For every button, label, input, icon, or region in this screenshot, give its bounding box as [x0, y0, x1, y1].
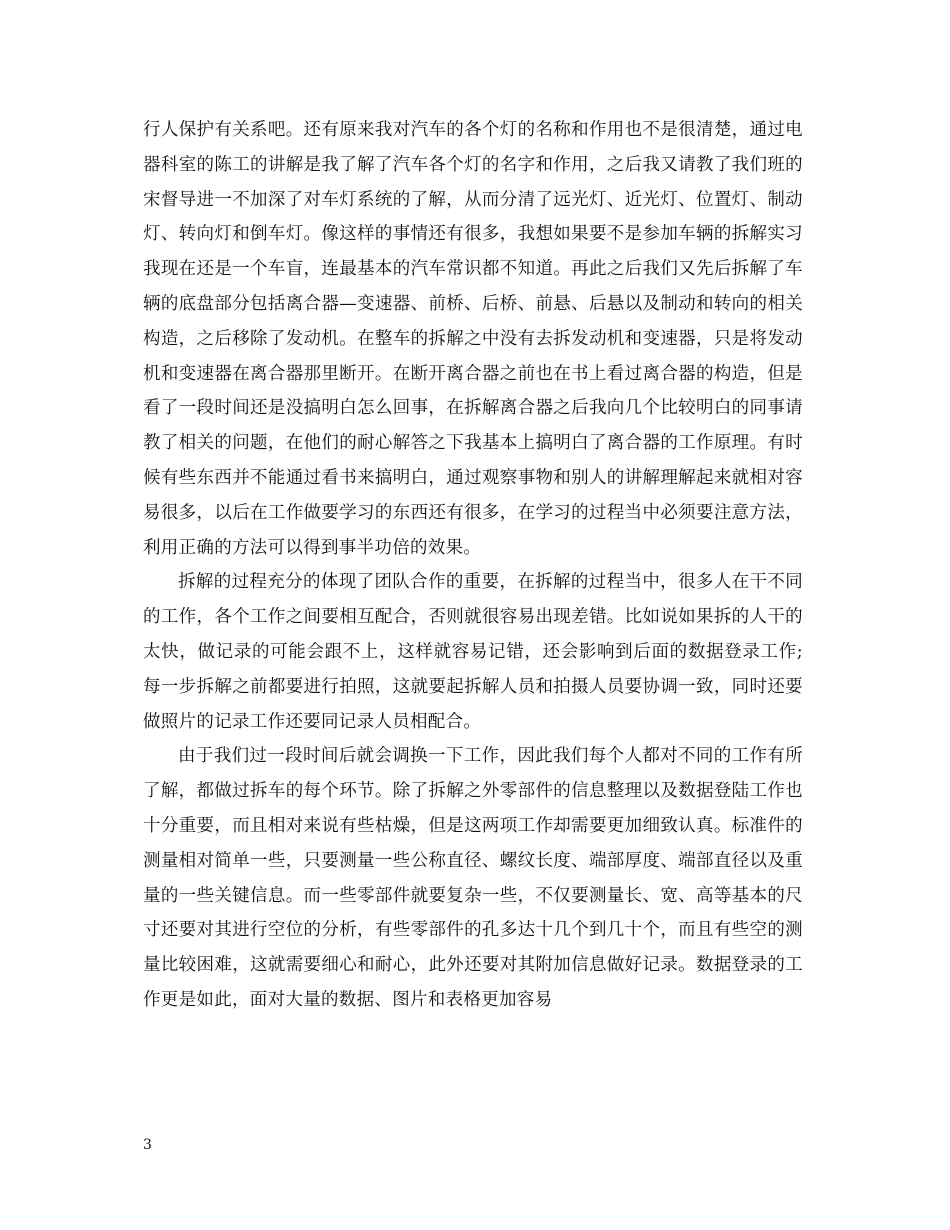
page-number: 3 — [143, 1137, 152, 1153]
paragraph-2: 拆解的过程充分的体现了团队合作的重要，在拆解的过程当中，很多人在干不同的工作，各个工作之间要相互配合，否则就很容易出现差错。比如说如果拆的人干的太快，做记录的可能会跟不上，这样就容易记错，还会影响到后面的数据登录工作;每一步拆解之前都要进行拍照，这就要起拆解人员和拍摄人员要协调一致，同时还要做照片的记录工作还要同记录人员相配合。 — [143, 572, 803, 732]
paragraph-1: 行人保护有关系吧。还有原来我对汽车的各个灯的名称和作用也不是很清楚，通过电器科室的陈工的讲解是我了解了汽车各个灯的名字和作用，之后我又请教了我们班的宋督导进一不加深了对车灯系统的了解，从而分清了远光灯、近光灯、位置灯、制动灯、转向灯和倒车灯。像这样的事情还有很多，我想如果要不是参加车辆的拆解实习我现在还是一个车盲，连最基本的汽车常识都不知道。再此之后我们又先后拆解了车辆的底盘部分包括离合器—变速器、前桥、后桥、前悬、后悬以及制动和转向的相关构造，之后移除了发动机。在整车的拆解之中没有去拆发动机和变速器，只是将发动机和变速器在离合器那里断开。在断开离合器之前也在书上看过离合器的构造，但是看了一段时间还是没搞明白怎么回事，在拆解离合器之后我向几个比较明白的同事请教了相关的问题，在他们的耐心解答之下我基本上搞明白了离合器的工作原理。有时候有些东西并不能通过看书来搞明白，通过观察事物和别人的讲解理解起来就相对容易很多，以后在工作做要学习的东西还有很多，在学习的过程当中必须要注意方法，利用正确的方法可以得到事半功倍的效果。 — [143, 120, 803, 558]
body-text — [143, 113, 803, 1018]
paragraph-3: 由于我们过一段时间后就会调换一下工作，因此我们每个人都对不同的工作有所了解，都做过拆车的每个环节。除了拆解之外零部件的信息整理以及数据登陆工作也十分重要，而且相对来说有些枯燥，但是这两项工作却需要更加细致认真。标准件的测量相对简单一些，只要测量一些公称直径、螺纹长度、端部厚度、端部直径以及重量的一些关键信息。而一些零部件就要复杂一些，不仅要测量长、宽、高等基本的尺寸还要对其进行空位的分析，有些零部件的孔多达十几个到几十个，而且有些空的测量比较困难，这就需要细心和耐心，此外还要对其附加信息做好记录。数据登录的工作更是如此，面对大量的数据、图片和表格更加容易 — [143, 746, 803, 1010]
